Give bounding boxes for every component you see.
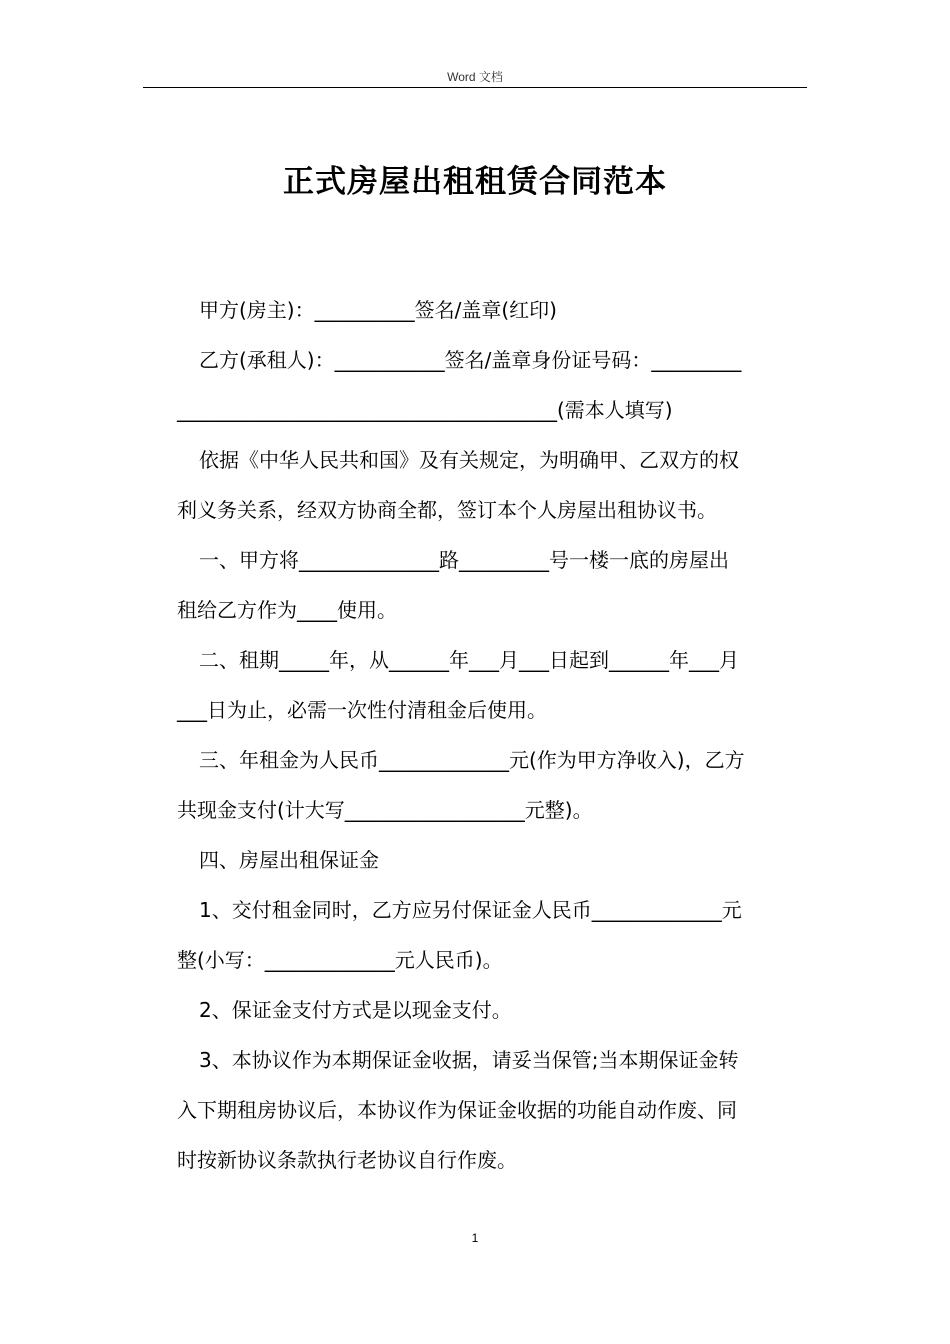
- id-number-continuation: ______________________________________(需本人填写): [177, 398, 673, 422]
- clause-1-line-2: 租给乙方作为____使用。: [177, 598, 397, 622]
- deposit-item-1-line-2: 整(小写：_____________元人民币)。: [177, 948, 503, 972]
- document-title: 正式房屋出租租赁合同范本: [283, 164, 667, 200]
- preamble-line-2: 利义务关系，经双方协商全都，签订本个人房屋出租协议书。: [177, 498, 717, 522]
- deposit-item-3-line-1: 3、本协议作为本期保证金收据，请妥当保管;当本期保证金转: [199, 1048, 739, 1072]
- clause-2-line-1: 二、租期_____年，从______年___月___日起到______年___月: [199, 648, 739, 672]
- deposit-item-3-line-2: 入下期租房协议后，本协议作为保证金收据的功能自动作废、同: [177, 1098, 737, 1122]
- deposit-item-2: 2、保证金支付方式是以现金支付。: [199, 998, 512, 1022]
- page-number: 1: [471, 1231, 479, 1245]
- clause-1-line-1: 一、甲方将______________路_________号一楼一底的房屋出: [199, 548, 729, 572]
- clause-3-line-1: 三、年租金为人民币_____________元(作为甲方净收入)，乙方: [199, 748, 745, 772]
- preamble-line-1: 依据《中华人民共和国》及有关规定，为明确甲、乙双方的权: [199, 448, 739, 472]
- clause-4-heading: 四、房屋出租保证金: [199, 848, 379, 872]
- clause-3-line-2: 共现金支付(计大写__________________元整)。: [177, 798, 593, 822]
- header-text: Word 文档: [447, 70, 503, 84]
- party-b-line: 乙方(承租人)：___________签名/盖章身份证号码：_________: [199, 348, 742, 372]
- clause-2-line-2: ___日为止，必需一次性付清租金后使用。: [177, 698, 547, 722]
- header-divider: [143, 87, 807, 88]
- party-a-line: 甲方(房主)：__________签名/盖章(红印): [199, 298, 557, 322]
- document-body: [177, 285, 803, 1185]
- deposit-item-3-line-3: 时按新协议条款执行老协议自行作废。: [177, 1148, 517, 1172]
- deposit-item-1-line-1: 1、交付租金同时，乙方应另付保证金人民币_____________元: [199, 898, 742, 922]
